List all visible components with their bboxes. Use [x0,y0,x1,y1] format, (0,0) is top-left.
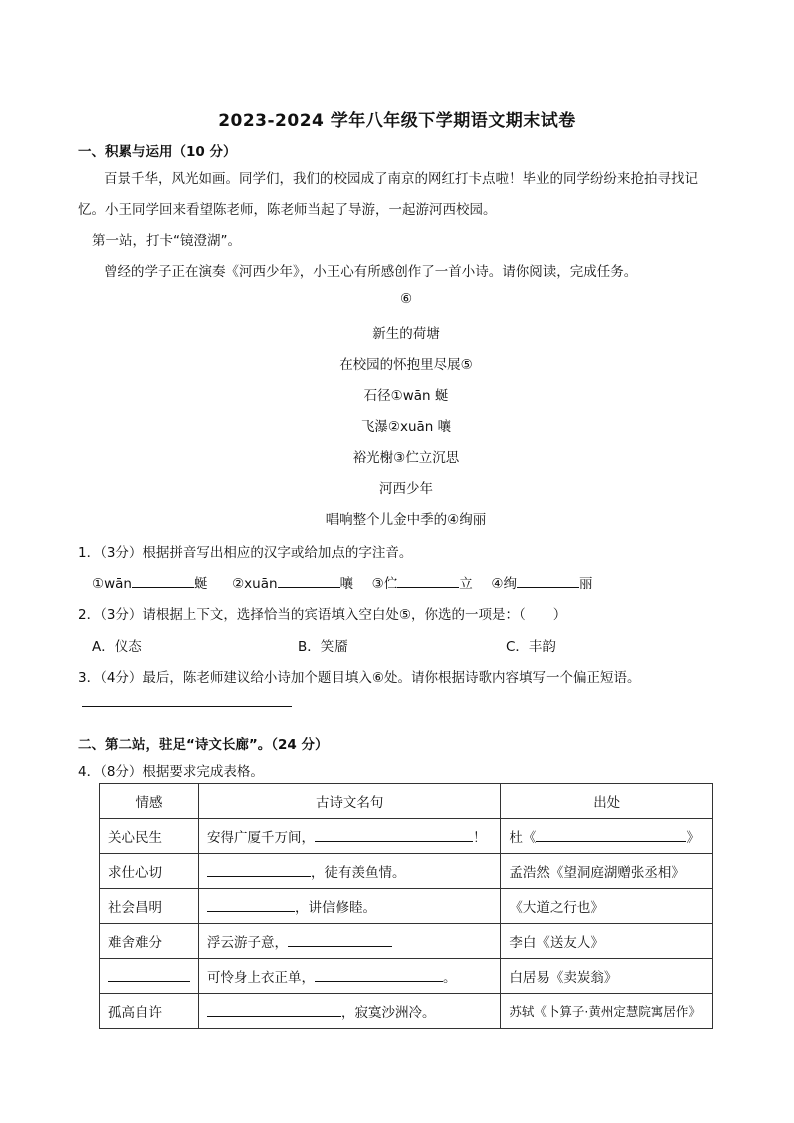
poem-title-blank: ⑥ [399,291,413,307]
question-1-answers [92,572,592,592]
question-1-text: 1．（3分）根据拼音写出相应的汉字或给加点的字注音。 [78,545,413,561]
verse-text: ，徒有羡鱼情。 [311,865,406,881]
poem-line: 新生的荷塘 [372,326,440,342]
option-a[interactable]: A．仪态 [92,639,142,655]
source-cell: 孟浩然《望洞庭湖赠张丞相》 [501,854,713,889]
source-text: 》 [686,830,700,846]
poem-line: 唱响整个儿金中季的④绚丽 [325,512,487,528]
poem-intro-text: 曾经的学子正在演奏《河西少年》，小王心有所感创作了一首小诗。请你阅读，完成任务。 [104,264,638,280]
emotion-cell: 求仕心切 [100,854,199,889]
header-source: 出处 [501,784,713,819]
question-3-answer-line[interactable] [82,706,292,707]
verse-text: 。 [443,970,457,986]
answer-blank[interactable] [397,574,459,588]
answer-blank[interactable] [517,574,579,588]
verse-text: ，讲信修睦。 [295,900,376,916]
poem-line: 在校园的怀抱里尽展⑤ [339,357,473,373]
table-row [100,924,713,959]
poem-line: 河西少年 [379,481,433,497]
source-text: 杜《 [509,830,537,846]
table-row [100,889,713,924]
verse-text: ！ [473,830,487,846]
poetry-table [99,783,713,1029]
verse-cell [199,994,501,1029]
verse-blank[interactable] [207,1002,341,1017]
header-emotion: 情感 [100,784,199,819]
section1-heading: 一、积累与运用（10 分） [78,144,237,160]
q1-item-post: 蜒 [193,576,208,592]
emotion-cell: 孤高自许 [100,994,199,1029]
source-blank[interactable] [536,827,686,842]
table-row [100,854,713,889]
q1-item-post: 立 [459,576,473,592]
verse-text: ，寂寞沙洲冷。 [341,1005,436,1021]
verse-blank[interactable] [315,967,443,982]
section2-heading: 二、第二站，驻足“诗文长廊”。（24 分） [78,737,329,753]
emotion-blank[interactable] [108,967,190,982]
header-verse: 古诗文名句 [199,784,501,819]
verse-cell [199,959,501,994]
q1-item-pre: ②xuān [232,576,278,592]
verse-blank[interactable] [207,897,295,912]
option-c[interactable]: C．丰韵 [506,639,556,655]
source-cell [501,819,713,854]
answer-blank[interactable] [278,574,340,588]
emotion-cell: 难舍难分 [100,924,199,959]
verse-cell [199,854,501,889]
emotion-cell [100,959,199,994]
question-3-text: 3．（4分）最后，陈老师建议给小诗加个题目填入⑥处。请你根据诗歌内容填写一个偏正短语。 [78,670,641,686]
source-cell: 苏轼《卜算子·黄州定慧院寓居作》 [501,994,713,1029]
question-4-text: 4．（8分）根据要求完成表格。 [78,764,264,780]
verse-cell [199,924,501,959]
verse-blank[interactable] [288,932,392,947]
verse-blank[interactable] [315,827,473,842]
emotion-cell: 关心民生 [100,819,199,854]
intro-paragraph-line1: 百景千华，风光如画。同学们，我们的校园成了南京的网红打卡点啦！毕业的同学纷纷来抢拍寻找记 [104,171,698,187]
question-2-text: 2．（3分）请根据上下文，选择恰当的宾语填入空白处⑤，你选的一项是：（ ） [78,607,567,623]
exam-title: 2023-2024 学年八年级下学期语文期末试卷 [218,111,576,131]
poem-line: 石径①wān 蜒 [363,388,449,404]
table-row [100,959,713,994]
verse-text: 浮云游子意， [207,935,288,951]
source-cell: 白居易《卖炭翁》 [501,959,713,994]
verse-cell [199,819,501,854]
q1-item-pre: ④绚 [491,576,517,592]
source-cell: 李白《送友人》 [501,924,713,959]
verse-cell [199,889,501,924]
q1-item-pre: ①wān [92,576,132,592]
emotion-cell: 社会昌明 [100,889,199,924]
table-header-row [100,784,713,819]
verse-blank[interactable] [207,862,311,877]
q1-item-post: 嚷 [339,576,354,592]
q1-item-post: 丽 [578,576,593,592]
verse-text: 可怜身上衣正单， [207,970,315,986]
poem-line: 飞瀑②xuān 嚷 [360,419,452,435]
first-stop-text: 第一站，打卡“镜澄湖”。 [92,233,241,249]
answer-blank[interactable] [132,574,194,588]
verse-text: 安得广厦千万间， [207,830,315,846]
option-b[interactable]: B．笑靥 [298,639,348,655]
table-row [100,994,713,1029]
q1-item-pre: ③伫 [371,576,398,592]
intro-paragraph-line2: 忆。小王同学回来看望陈老师，陈老师当起了导游，一起游河西校园。 [78,202,497,218]
poem-line: 裕光榭③伫立沉思 [352,450,460,466]
source-cell: 《大道之行也》 [501,889,713,924]
table-row [100,819,713,854]
